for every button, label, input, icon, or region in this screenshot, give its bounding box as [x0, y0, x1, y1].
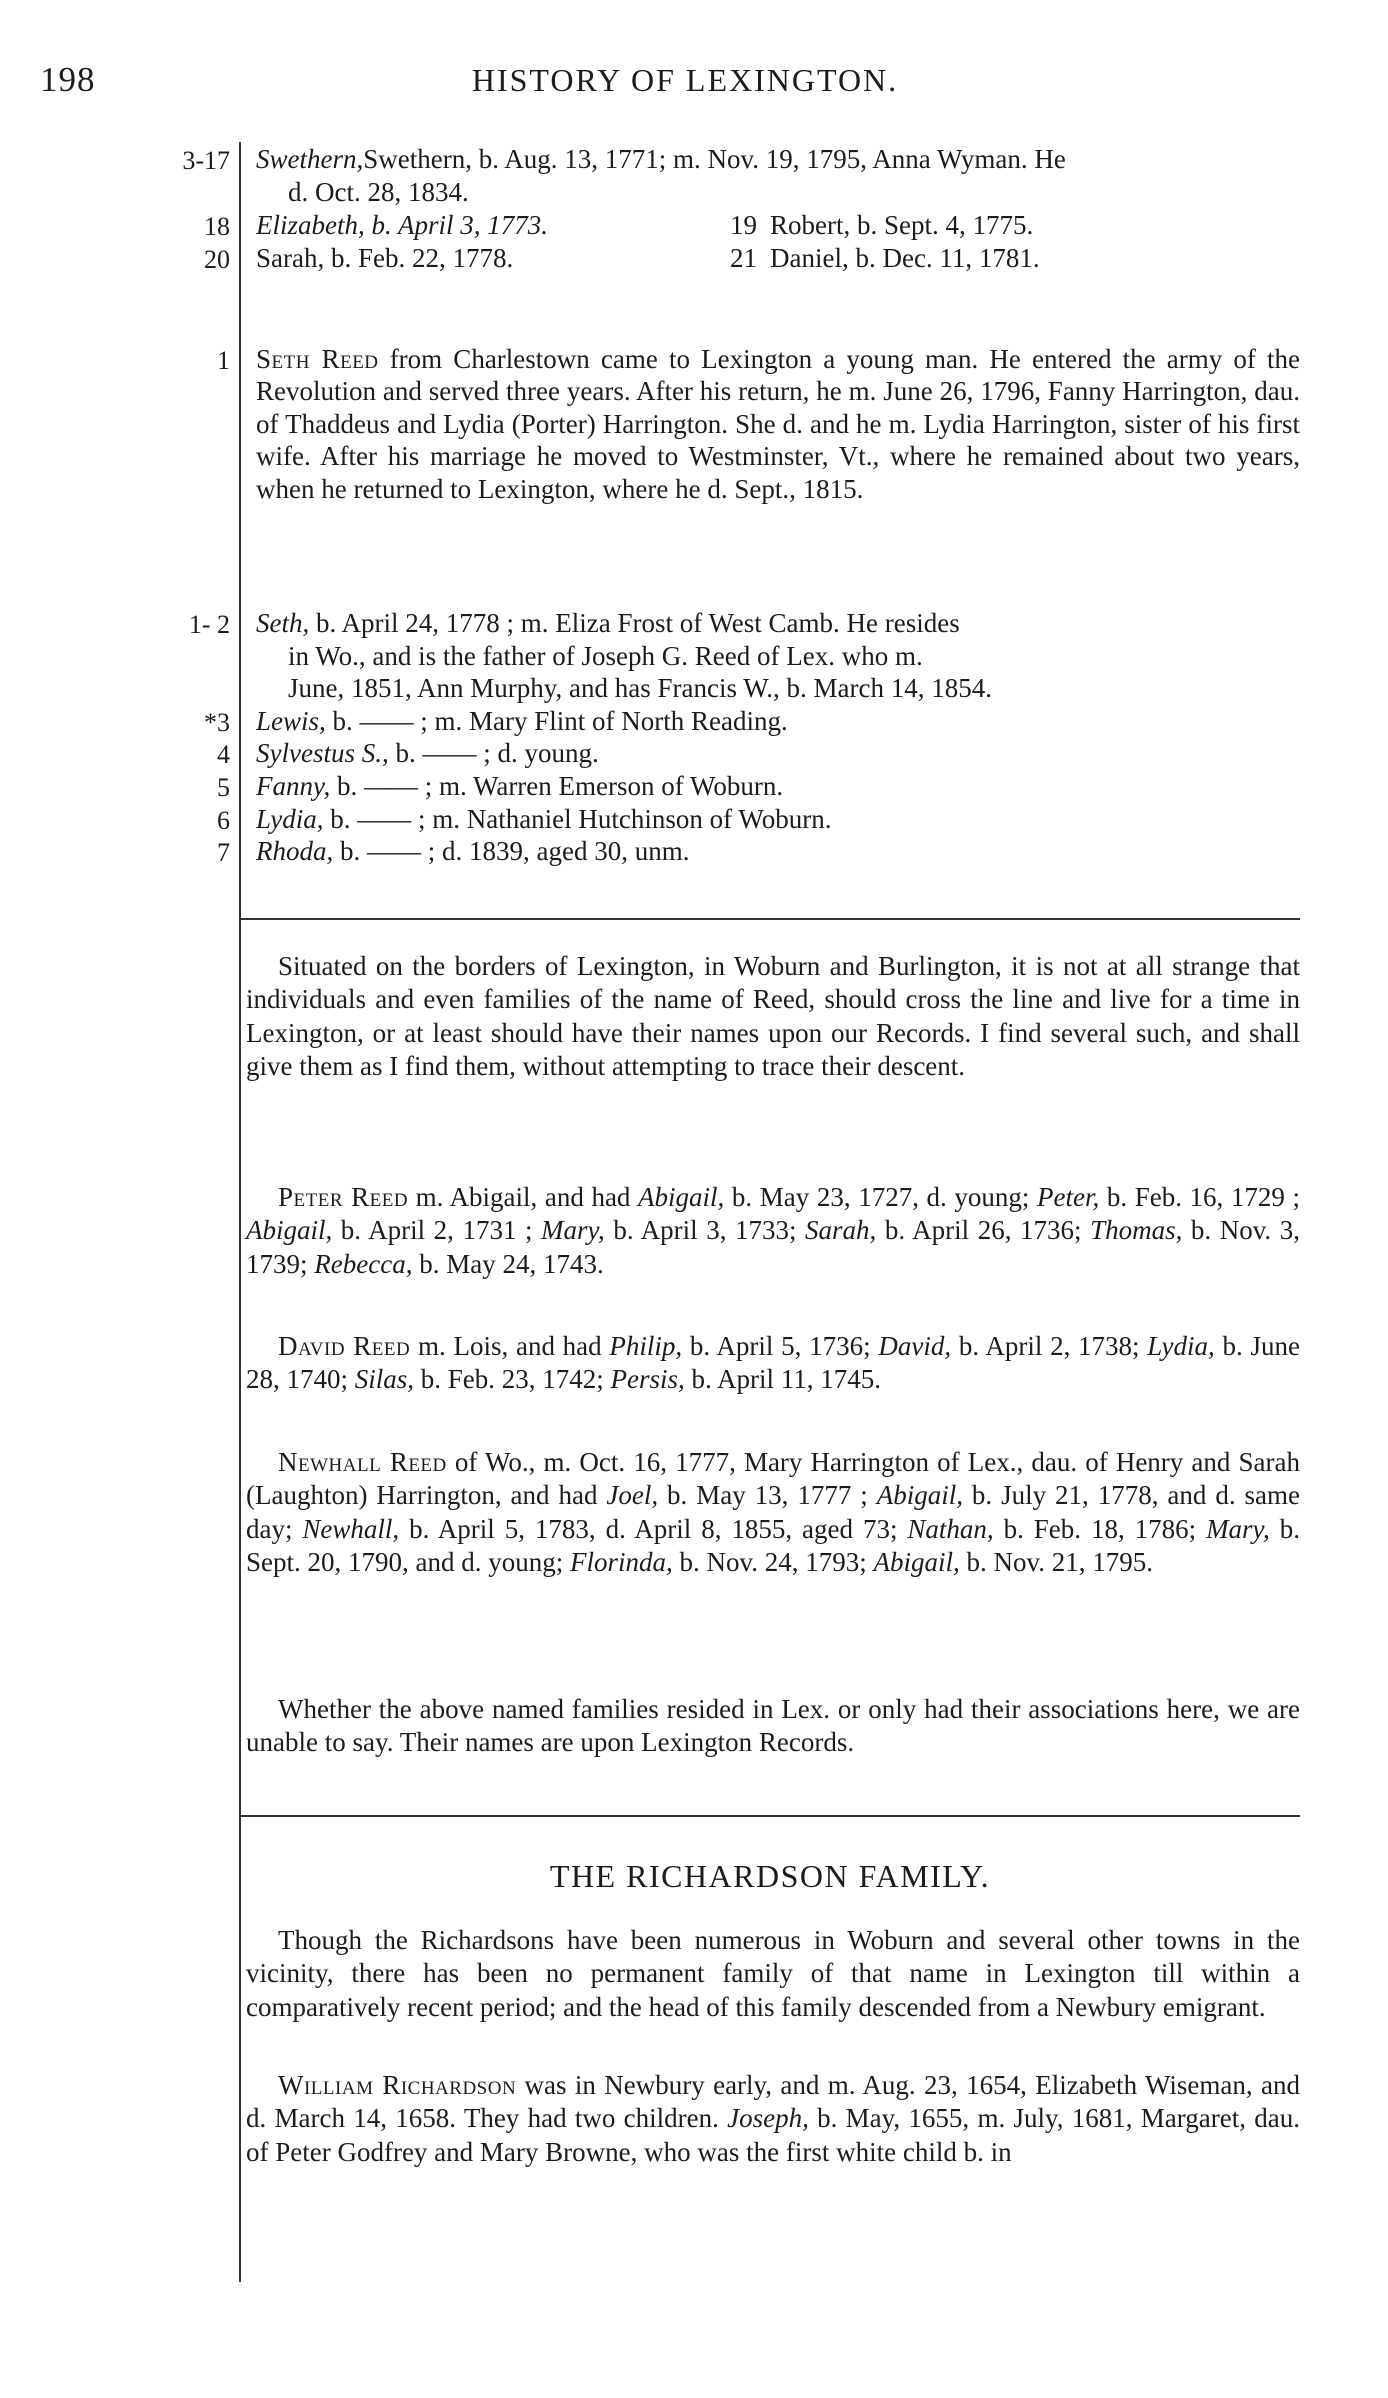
child-details: b. —— ; m. Mary Flint of North Reading. [325, 705, 788, 736]
child-name: Persis, [610, 1364, 685, 1395]
child-name: Lydia, [256, 803, 324, 834]
child-name: Philip, [609, 1331, 683, 1361]
paragraph-text: b. Feb. 16, 1729 ; [1099, 1182, 1301, 1212]
child-name: Mary, [541, 1215, 605, 1246]
paragraph-text: b. Nov. 3, 1739; [246, 1215, 1300, 1279]
paragraph-text: b. April 11, 1745. [684, 1364, 882, 1395]
child-details: b. —— ; d. young. [388, 738, 599, 769]
child-details: b. —— ; m. Nathaniel Hutchinson of Woburn. [323, 803, 832, 834]
paragraph-text: b. Nov. 21, 1795. [959, 1547, 1154, 1578]
child-name: Lydia, [1147, 1331, 1215, 1361]
paragraph-text: b. April 2, 1731 ; [332, 1215, 542, 1246]
person-name: Seth Reed [256, 344, 379, 374]
section-rule [240, 1815, 1300, 1817]
person-name: Peter Reed [278, 1182, 409, 1212]
child-name: Swethern, [256, 144, 364, 174]
paragraph-text: of Wo., m. Oct. 16, 1777, Mary Harrington of Lex., dau. of Henry and Sarah (Laughton) Harrington, and had [246, 1447, 1300, 1511]
paragraph-text: b. April 3, 1733; [604, 1215, 806, 1246]
entry-line [256, 144, 1301, 175]
paragraph-text: m. Abigail, and had [408, 1182, 639, 1212]
paragraph-text: b. May 23, 1727, d. young; [724, 1182, 1038, 1212]
person-name: David Reed [278, 1331, 411, 1361]
child-name: Nathan, [907, 1513, 994, 1544]
paragraph-text: from Charlestown came to Lexington a young man. He entered the army of the Revolution and served three years. After his return, he m. June 26, 1796, Fanny Harrington, dau. of Thaddeus and Lydia (Porter) Harrington. She d. and he m. Lydia Harrington, sister of his first wife. After his marriage he moved to Westminster, Vt., where he remained about two years, when he returned to Lexington, where he d. Sept., 1815. [256, 344, 1300, 504]
child-name: Sylvestus S., [256, 738, 389, 769]
child-entry [256, 706, 1301, 737]
paragraph-text: b. Feb. 23, 1742; [414, 1364, 611, 1395]
paragraph-text: b. Sept. 20, 1790, and d. young; [246, 1513, 1300, 1578]
child-number: *3 [204, 707, 230, 737]
child-entry [288, 641, 1333, 672]
person-name: Newhall Reed [278, 1447, 447, 1477]
paragraph-text: b. June 28, 1740; [246, 1331, 1300, 1395]
entry-text: Elizabeth, b. April 3, 1773. [256, 210, 549, 240]
entry-number: 20 [204, 245, 230, 274]
paragraph-text: b. April 5, 1736; [682, 1331, 879, 1361]
entry-number: 3-17 [182, 146, 230, 175]
entry-number: 21 [730, 243, 757, 273]
paragraph-text: b. April 5, 1783, d. April 8, 1855, aged 73; [399, 1513, 908, 1544]
paragraph-text: m. Lois, and had [410, 1331, 610, 1361]
child-name: Joel, [606, 1480, 659, 1511]
whether-paragraph: Whether the above named families resided in Lex. or only had their associations here, we are unable to say. Their names are upon Lexington Records. [246, 1694, 1300, 1758]
paragraph-text: b. May 24, 1743. [412, 1248, 604, 1279]
child-entry [256, 804, 1301, 835]
child-name: Joseph, [727, 2103, 809, 2134]
entry-text: Daniel, b. Dec. 11, 1781. [770, 243, 1040, 273]
child-name: Abigail, [876, 1480, 963, 1511]
child-name: Silas, [354, 1364, 415, 1395]
paragraph-text: b. Nov. 24, 1793; [672, 1547, 874, 1578]
paragraph-text: b. Feb. 18, 1786; [993, 1513, 1207, 1544]
child-details: b. —— ; d. 1839, aged 30, unm. [333, 836, 690, 867]
david-reed-paragraph [246, 1330, 1300, 1397]
entry-number: 18 [204, 212, 230, 241]
paragraph-text: b. May, 1655, m. July, 1681, Margaret, dau. of Peter Godfrey and Mary Browne, who was the first white child b. in [246, 2103, 1301, 2167]
child-details: b. April 24, 1778 ; m. Eliza Frost of West Camb. He resides [309, 608, 960, 638]
child-name: Newhall, [302, 1513, 400, 1544]
page-header [40, 52, 1330, 102]
section-title: THE RICHARDSON FAMILY. [549, 1858, 991, 1894]
entry-text: Sarah, b. Feb. 22, 1778. [256, 243, 514, 273]
entry-line: d. Oct. 28, 1834. [288, 177, 469, 207]
seth-reed-paragraph [256, 343, 1300, 505]
child-name: Abigail, [638, 1182, 725, 1212]
entry-number: 19 [730, 210, 757, 240]
margin-rule [239, 142, 241, 2282]
child-entry [288, 673, 1333, 704]
child-name: Rebecca, [314, 1248, 413, 1279]
paragraph-text: b. April 2, 1738; [951, 1331, 1148, 1361]
child-details: in Wo., and is the father of Joseph G. Reed of Lex. who m. [288, 640, 923, 671]
child-number: 4 [217, 740, 230, 770]
child-number: 5 [217, 773, 230, 802]
william-richardson-paragraph [246, 2069, 1300, 2169]
child-number: 6 [217, 805, 230, 835]
child-name: Lewis, [256, 705, 326, 736]
peter-reed-paragraph [246, 1181, 1300, 1281]
child-entry [256, 771, 1301, 802]
entry-number: 1 [217, 346, 230, 375]
paragraph-text: b. July 21, 1778, and d. same day; [246, 1480, 1300, 1544]
child-details: June, 1851, Ann Murphy, and has Francis W., b. March 14, 1854. [288, 673, 992, 704]
paragraph-text: b. April 26, 1736; [876, 1215, 1091, 1246]
child-details: b. —— ; m. Warren Emerson of Woburn. [330, 771, 784, 801]
child-name: Florinda, [570, 1547, 673, 1578]
paragraph-text: was in Newbury early, and m. Aug. 23, 1654, Elizabeth Wiseman, and d. March 14, 1658. They had two children. [246, 2070, 1300, 2134]
running-title: HISTORY OF LEXINGTON. [471, 62, 899, 98]
child-entry [256, 738, 1301, 769]
paragraph-text: b. May 13, 1777 ; [658, 1480, 877, 1511]
child-name: Abigail, [246, 1215, 333, 1246]
child-name: Abigail, [873, 1547, 960, 1578]
child-name: David, [878, 1331, 952, 1361]
child-name: Mary, [1206, 1513, 1270, 1544]
child-entry [256, 836, 1301, 867]
child-name: Sarah, [805, 1215, 877, 1246]
child-name: Thomas, [1090, 1215, 1183, 1246]
child-name: Rhoda, [256, 836, 334, 867]
child-name: Fanny, [256, 771, 331, 801]
richardson-intro-paragraph: Though the Richardsons have been numerous in Woburn and several other towns in the vicinity, there has been no permanent family of that name in Lexington till within a comparatively recent period; and the head of this family descended from a Newbury emigrant. [246, 1925, 1300, 2022]
page-number: 198 [40, 60, 96, 99]
child-name: Seth, [256, 608, 310, 638]
child-number: 7 [217, 838, 230, 868]
child-number: 1- 2 [188, 610, 230, 639]
person-name: William Richardson [278, 2070, 517, 2100]
section-rule [240, 918, 1300, 920]
entry-text: Robert, b. Sept. 4, 1775. [770, 210, 1034, 240]
child-entry [256, 608, 1301, 639]
situated-paragraph: Situated on the borders of Lexington, in Woburn and Burlington, it is not at all strange that individuals and even families of the name of Reed, should cross the line and live for a time in Lexington, or at least should have their names upon our Records. I find several such, and shall give them as I find them, without attempting to trace their descent. [246, 951, 1300, 1082]
child-name: Peter, [1037, 1182, 1100, 1212]
newhall-reed-paragraph [246, 1446, 1300, 1580]
entry-text: Swethern, b. Aug. 13, 1771; m. Nov. 19, 1795, Anna Wyman. He [363, 144, 1066, 174]
